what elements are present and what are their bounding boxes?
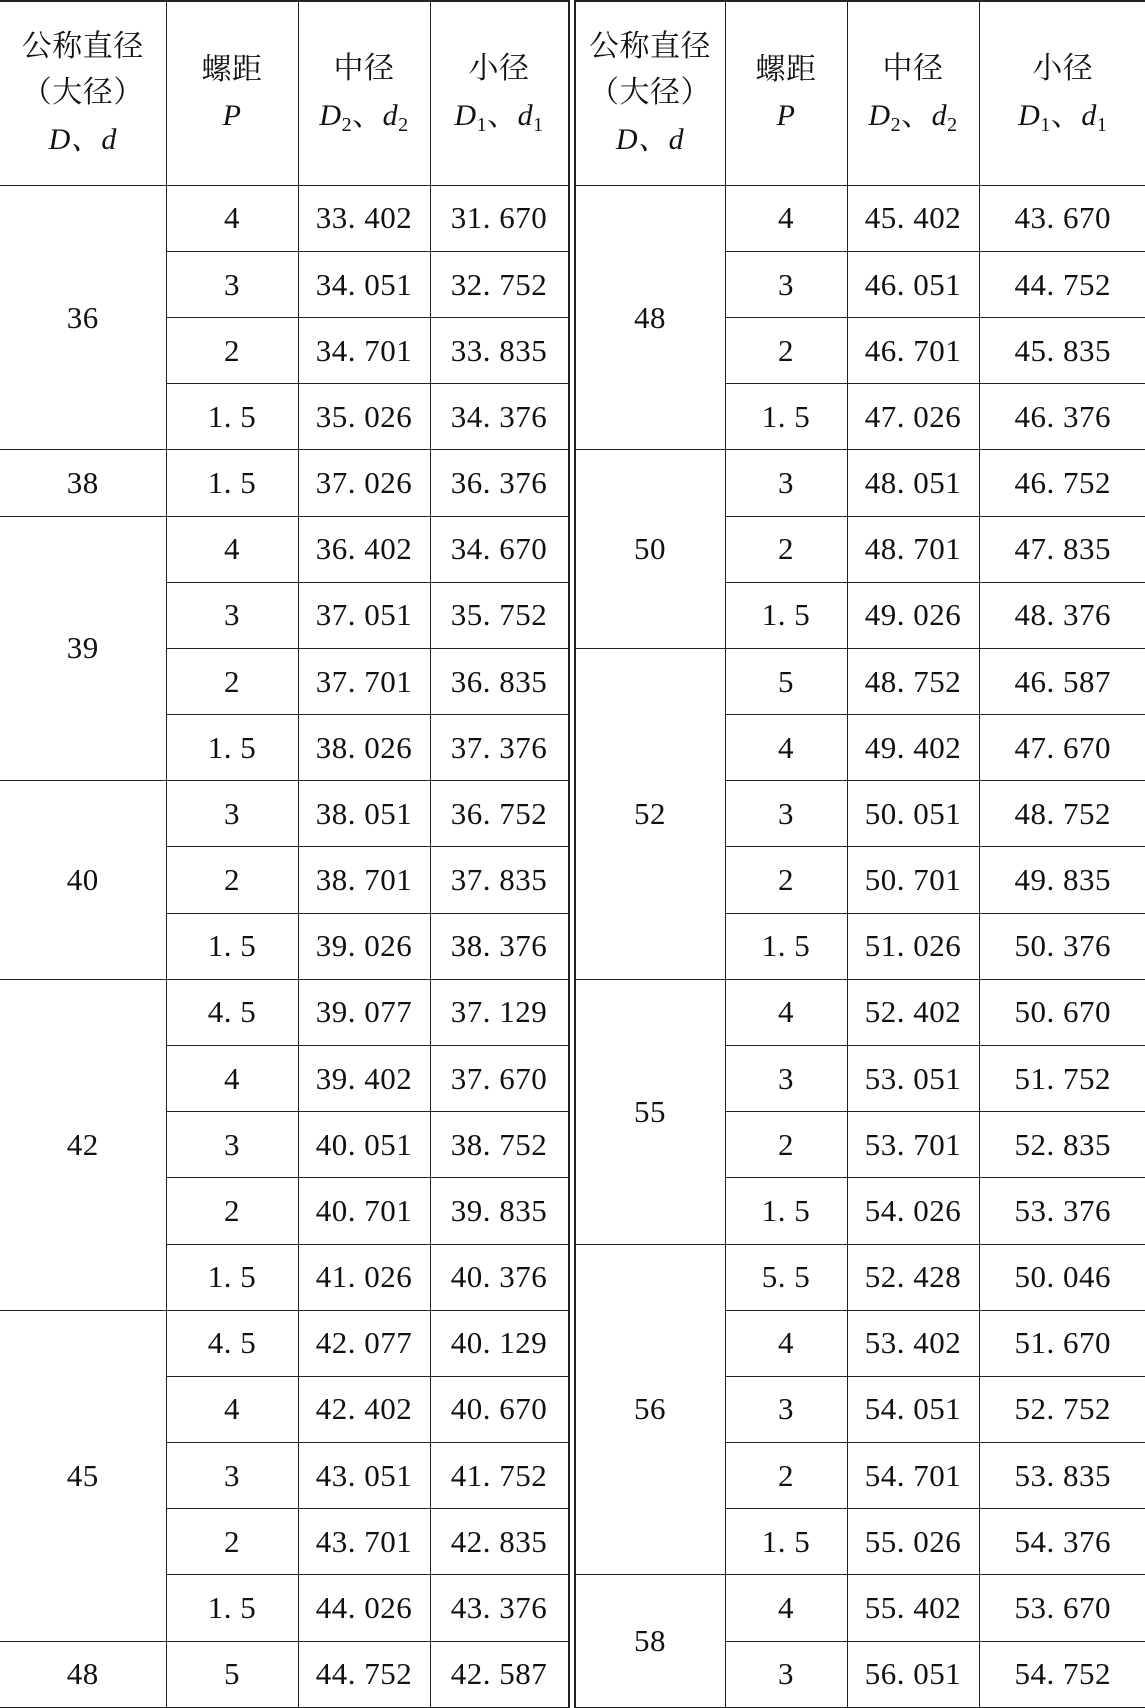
pitch-diameter-cell: 51. 026	[847, 913, 979, 979]
minor-diameter-cell: 52. 752	[979, 1376, 1145, 1442]
table-row	[0, 185, 568, 251]
pitch-diameter-cell: 53. 051	[847, 1046, 979, 1112]
minor-diameter-cell: 37. 376	[430, 715, 568, 781]
header-nominal-label: 公称直径	[21, 29, 144, 63]
header-minor-diameter	[979, 1, 1145, 185]
pitch-diameter-cell: 50. 701	[847, 847, 979, 913]
minor-diameter-cell: 49. 835	[979, 847, 1145, 913]
minor-diameter-cell: 36. 376	[430, 450, 568, 516]
pitch-diameter-cell: 53. 701	[847, 1112, 979, 1178]
minor-diameter-cell: 40. 129	[430, 1310, 568, 1376]
pitch-cell: 5	[725, 648, 847, 714]
pitch-cell: 1. 5	[166, 913, 298, 979]
pitch-cell: 4	[166, 185, 298, 251]
pitch-cell: 1. 5	[166, 1244, 298, 1310]
header-pitch-label: 螺距	[755, 52, 817, 86]
header-row	[0, 1, 568, 185]
pitch-cell: 2	[166, 648, 298, 714]
pitch-diameter-cell: 37. 051	[298, 582, 430, 648]
right-table	[575, 0, 1145, 1708]
minor-diameter-cell: 48. 376	[979, 582, 1145, 648]
pitch-diameter-cell: 40. 051	[298, 1112, 430, 1178]
nominal-diameter-cell: 38	[0, 450, 166, 516]
minor-diameter-cell: 37. 670	[430, 1046, 568, 1112]
pitch-diameter-cell: 39. 077	[298, 979, 430, 1045]
minor-diameter-cell: 54. 376	[979, 1509, 1145, 1575]
pitch-diameter-cell: 48. 701	[847, 516, 979, 582]
pitch-diameter-cell: 54. 701	[847, 1443, 979, 1509]
pitch-cell: 1. 5	[166, 1575, 298, 1641]
pitch-diameter-cell: 53. 402	[847, 1310, 979, 1376]
minor-diameter-cell: 50. 670	[979, 979, 1145, 1045]
header-minor-diameter-symbol: $D_1$、$d_1$	[1018, 98, 1108, 136]
pitch-diameter-cell: 39. 026	[298, 913, 430, 979]
table-row	[0, 450, 568, 516]
header-row	[575, 1, 1145, 185]
table-row	[0, 1310, 568, 1376]
pitch-cell: 3	[166, 582, 298, 648]
pitch-diameter-cell: 34. 051	[298, 251, 430, 317]
pitch-cell: 4	[725, 715, 847, 781]
pitch-cell: 3	[725, 450, 847, 516]
pitch-cell: 2	[725, 1112, 847, 1178]
minor-diameter-cell: 54. 752	[979, 1641, 1145, 1707]
pitch-diameter-cell: 54. 051	[847, 1376, 979, 1442]
minor-diameter-cell: 32. 752	[430, 251, 568, 317]
pitch-diameter-cell: 42. 077	[298, 1310, 430, 1376]
pitch-cell: 4	[166, 1046, 298, 1112]
pitch-cell: 3	[725, 1641, 847, 1707]
minor-diameter-cell: 37. 835	[430, 847, 568, 913]
pitch-diameter-cell: 36. 402	[298, 516, 430, 582]
header-pitch	[166, 1, 298, 185]
table-row	[0, 516, 568, 582]
minor-diameter-cell: 34. 670	[430, 516, 568, 582]
pitch-cell: 3	[725, 1046, 847, 1112]
header-minor-diameter-label: 小径	[468, 52, 530, 86]
minor-diameter-cell: 46. 752	[979, 450, 1145, 516]
nominal-diameter-cell: 39	[0, 516, 166, 781]
minor-diameter-cell: 44. 752	[979, 251, 1145, 317]
pitch-cell: 3	[725, 1376, 847, 1442]
pitch-diameter-cell: 55. 402	[847, 1575, 979, 1641]
pitch-cell: 1. 5	[725, 582, 847, 648]
pitch-cell: 1. 5	[725, 1509, 847, 1575]
minor-diameter-cell: 40. 376	[430, 1244, 568, 1310]
pitch-cell: 2	[166, 318, 298, 384]
pitch-cell: 1. 5	[725, 913, 847, 979]
minor-diameter-cell: 50. 046	[979, 1244, 1145, 1310]
nominal-diameter-cell: 55	[575, 979, 725, 1244]
minor-diameter-cell: 31. 670	[430, 185, 568, 251]
minor-diameter-cell: 52. 835	[979, 1112, 1145, 1178]
pitch-cell: 5	[166, 1641, 298, 1707]
pitch-cell: 3	[725, 781, 847, 847]
header-nominal-label: 公称直径	[589, 29, 711, 63]
minor-diameter-cell: 51. 752	[979, 1046, 1145, 1112]
header-nominal-diameter	[0, 1, 166, 185]
table-row	[0, 781, 568, 847]
minor-diameter-cell: 42. 835	[430, 1509, 568, 1575]
pitch-cell: 1. 5	[166, 715, 298, 781]
header-pitch-label: 螺距	[201, 52, 263, 86]
minor-diameter-cell: 48. 752	[979, 781, 1145, 847]
table-row	[575, 450, 1145, 516]
pitch-cell: 2	[166, 847, 298, 913]
minor-diameter-cell: 43. 376	[430, 1575, 568, 1641]
nominal-diameter-cell: 52	[575, 648, 725, 979]
pitch-diameter-cell: 35. 026	[298, 384, 430, 450]
pitch-diameter-cell: 49. 402	[847, 715, 979, 781]
pitch-cell: 4. 5	[166, 1310, 298, 1376]
header-nominal-symbol: D、d	[48, 122, 117, 156]
header-minor-diameter-label: 小径	[1032, 52, 1094, 86]
pitch-cell: 1. 5	[166, 384, 298, 450]
pitch-cell: 2	[166, 1178, 298, 1244]
pitch-diameter-cell: 52. 428	[847, 1244, 979, 1310]
minor-diameter-cell: 46. 376	[979, 384, 1145, 450]
minor-diameter-cell: 38. 376	[430, 913, 568, 979]
table-row	[575, 185, 1145, 251]
minor-diameter-cell: 51. 670	[979, 1310, 1145, 1376]
pitch-diameter-cell: 39. 402	[298, 1046, 430, 1112]
pitch-diameter-cell: 38. 701	[298, 847, 430, 913]
nominal-diameter-cell: 36	[0, 185, 166, 450]
nominal-diameter-cell: 42	[0, 979, 166, 1310]
pitch-cell: 2	[725, 1443, 847, 1509]
nominal-diameter-cell: 56	[575, 1244, 725, 1575]
pitch-diameter-cell: 38. 051	[298, 781, 430, 847]
nominal-diameter-cell: 48	[0, 1641, 166, 1707]
table-row	[0, 1641, 568, 1707]
pitch-cell: 1. 5	[725, 384, 847, 450]
pitch-cell: 4	[725, 185, 847, 251]
minor-diameter-cell: 37. 129	[430, 979, 568, 1045]
header-pitch-diameter	[847, 1, 979, 185]
minor-diameter-cell: 53. 835	[979, 1443, 1145, 1509]
pitch-diameter-cell: 54. 026	[847, 1178, 979, 1244]
pitch-cell: 2	[725, 516, 847, 582]
pitch-cell: 1. 5	[725, 1178, 847, 1244]
minor-diameter-cell: 45. 835	[979, 318, 1145, 384]
header-pitch-diameter-label: 中径	[882, 52, 944, 86]
table-row	[575, 648, 1145, 714]
header-pitch-symbol: P	[776, 99, 796, 133]
pitch-cell: 3	[166, 251, 298, 317]
minor-diameter-cell: 47. 670	[979, 715, 1145, 781]
pitch-cell: 2	[725, 847, 847, 913]
pitch-cell: 4	[166, 516, 298, 582]
header-pitch-diameter-label: 中径	[333, 52, 395, 86]
nominal-diameter-cell: 40	[0, 781, 166, 980]
pitch-diameter-cell: 44. 752	[298, 1641, 430, 1707]
pitch-diameter-cell: 42. 402	[298, 1376, 430, 1442]
minor-diameter-cell: 53. 670	[979, 1575, 1145, 1641]
header-nominal-diameter	[575, 1, 725, 185]
pitch-diameter-cell: 45. 402	[847, 185, 979, 251]
minor-diameter-cell: 47. 835	[979, 516, 1145, 582]
minor-diameter-cell: 36. 835	[430, 648, 568, 714]
table-row	[0, 979, 568, 1045]
pitch-cell: 2	[725, 318, 847, 384]
pitch-diameter-cell: 40. 701	[298, 1178, 430, 1244]
pitch-cell: 3	[166, 781, 298, 847]
pitch-cell: 2	[166, 1509, 298, 1575]
pitch-diameter-cell: 37. 026	[298, 450, 430, 516]
pitch-diameter-cell: 46. 051	[847, 251, 979, 317]
pitch-diameter-cell: 37. 701	[298, 648, 430, 714]
minor-diameter-cell: 34. 376	[430, 384, 568, 450]
nominal-diameter-cell: 45	[0, 1310, 166, 1641]
pitch-diameter-cell: 34. 701	[298, 318, 430, 384]
pitch-diameter-cell: 33. 402	[298, 185, 430, 251]
pitch-diameter-cell: 41. 026	[298, 1244, 430, 1310]
pitch-diameter-cell: 38. 026	[298, 715, 430, 781]
pitch-diameter-cell: 44. 026	[298, 1575, 430, 1641]
minor-diameter-cell: 46. 587	[979, 648, 1145, 714]
minor-diameter-cell: 33. 835	[430, 318, 568, 384]
minor-diameter-cell: 50. 376	[979, 913, 1145, 979]
pitch-diameter-cell: 50. 051	[847, 781, 979, 847]
nominal-diameter-cell: 48	[575, 185, 725, 450]
minor-diameter-cell: 43. 670	[979, 185, 1145, 251]
table-row	[575, 1244, 1145, 1310]
pitch-cell: 4	[725, 1575, 847, 1641]
header-pitch-symbol: P	[222, 99, 242, 133]
pitch-diameter-cell: 43. 051	[298, 1443, 430, 1509]
header-minor-diameter-symbol: $D_1$、$d_1$	[454, 98, 544, 136]
pitch-diameter-cell: 43. 701	[298, 1509, 430, 1575]
pitch-cell: 5. 5	[725, 1244, 847, 1310]
minor-diameter-cell: 36. 752	[430, 781, 568, 847]
header-nominal-sub: （大径）	[21, 76, 144, 110]
pitch-diameter-cell: 49. 026	[847, 582, 979, 648]
table-row	[575, 1575, 1145, 1641]
pitch-cell: 4	[725, 979, 847, 1045]
pitch-cell: 3	[725, 251, 847, 317]
pitch-cell: 4	[725, 1310, 847, 1376]
pitch-diameter-cell: 47. 026	[847, 384, 979, 450]
minor-diameter-cell: 39. 835	[430, 1178, 568, 1244]
header-nominal-symbol: D、d	[615, 122, 685, 156]
table-row	[575, 979, 1145, 1045]
pitch-diameter-cell: 48. 752	[847, 648, 979, 714]
nominal-diameter-cell: 50	[575, 450, 725, 649]
pitch-cell: 4. 5	[166, 979, 298, 1045]
header-pitch-diameter	[298, 1, 430, 185]
pitch-cell: 3	[166, 1112, 298, 1178]
minor-diameter-cell: 38. 752	[430, 1112, 568, 1178]
pitch-cell: 4	[166, 1376, 298, 1442]
minor-diameter-cell: 35. 752	[430, 582, 568, 648]
pitch-cell: 3	[166, 1443, 298, 1509]
left-table	[0, 0, 569, 1708]
pitch-cell: 1. 5	[166, 450, 298, 516]
header-pitch-diameter-symbol: $D_2$、$d_2$	[319, 98, 409, 136]
pitch-diameter-cell: 48. 051	[847, 450, 979, 516]
minor-diameter-cell: 40. 670	[430, 1376, 568, 1442]
header-minor-diameter	[430, 1, 568, 185]
pitch-diameter-cell: 52. 402	[847, 979, 979, 1045]
minor-diameter-cell: 53. 376	[979, 1178, 1145, 1244]
pitch-diameter-cell: 56. 051	[847, 1641, 979, 1707]
minor-diameter-cell: 41. 752	[430, 1443, 568, 1509]
header-pitch	[725, 1, 847, 185]
minor-diameter-cell: 42. 587	[430, 1641, 568, 1707]
nominal-diameter-cell: 58	[575, 1575, 725, 1708]
pitch-diameter-cell: 46. 701	[847, 318, 979, 384]
header-nominal-sub: （大径）	[589, 76, 711, 110]
pitch-diameter-cell: 55. 026	[847, 1509, 979, 1575]
header-pitch-diameter-symbol: $D_2$、$d_2$	[868, 98, 958, 136]
